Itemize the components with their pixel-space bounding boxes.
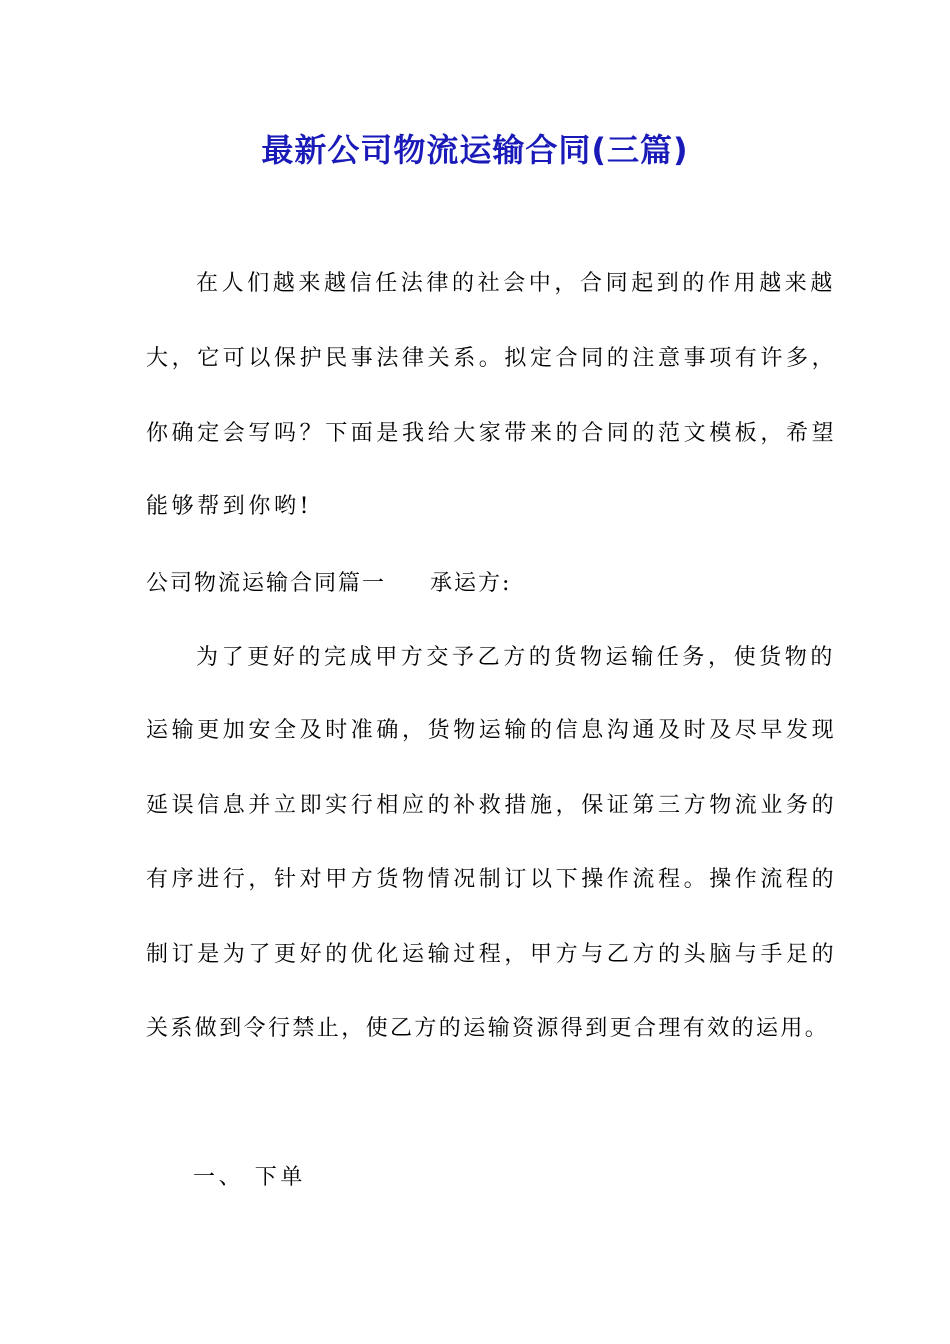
body-line-3: 延误信息并立即实行相应的补救措施，保证第三方物流业务的 (146, 793, 838, 818)
document-title: 最新公司物流运输合同(三篇) (261, 131, 689, 169)
body-line-2: 运输更加安全及时准确，货物运输的信息沟通及时及尽早发现 (146, 718, 838, 743)
intro-line-4: 能够帮到你哟! (146, 494, 313, 519)
intro-line-2: 大，它可以保护民事法律关系。拟定合同的注意事项有许多， (146, 346, 838, 371)
body-line-4: 有序进行，针对甲方货物情况制订以下操作流程。操作流程的 (146, 867, 838, 892)
body-line-5: 制订是为了更好的优化运输过程，甲方与乙方的头脑与手足的 (146, 942, 838, 967)
section-heading: 公司物流运输合同篇一 (146, 571, 387, 596)
intro-line-1: 在人们越来越信任法律的社会中，合同起到的作用越来越 (196, 271, 837, 296)
section-heading-line (146, 568, 826, 600)
item-heading: 一、 下单 (193, 1165, 306, 1190)
intro-line-3: 你确定会写吗？下面是我给大家带来的合同的范文模板，希望 (146, 421, 838, 446)
body-line-1: 为了更好的完成甲方交予乙方的货物运输任务，使货物的 (196, 645, 837, 670)
section-party-label: 承运方: (430, 571, 512, 596)
body-line-6: 关系做到令行禁止，使乙方的运输资源得到更合理有效的运用。 (146, 1016, 830, 1041)
